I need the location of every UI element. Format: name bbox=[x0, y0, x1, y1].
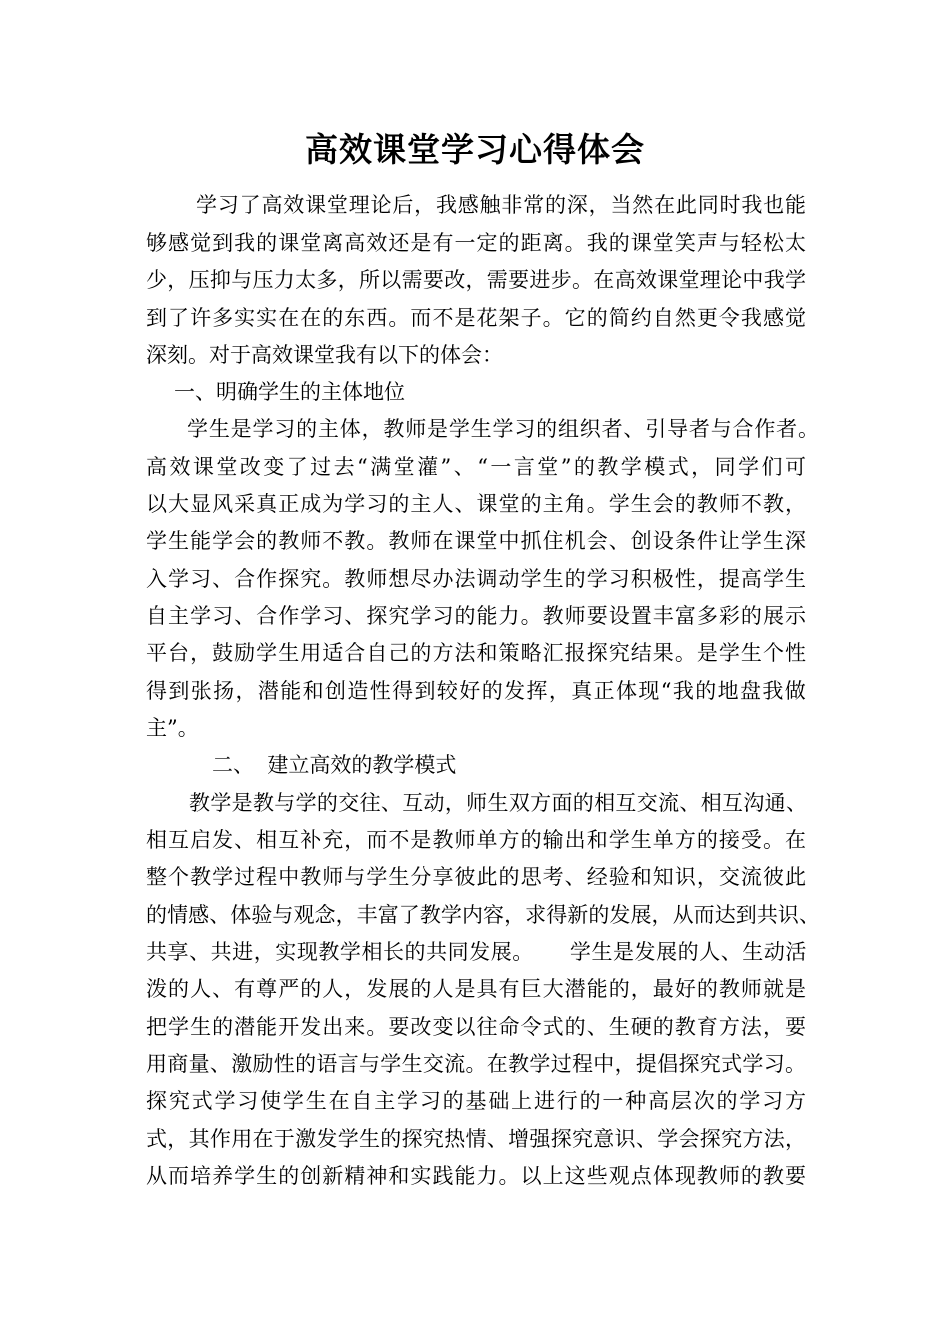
paragraph-line: 深刻。对于高效课堂我有以下的体会： bbox=[146, 343, 503, 367]
paragraph-line: 的情感、体验与观念，丰富了教学内容，求得新的发展，从而达到共识、 bbox=[146, 903, 821, 927]
paragraph-line: 教学是教与学的交往、互动，师生双方面的相互交流、相互沟通、 bbox=[189, 791, 808, 815]
document-title: 高效课堂学习心得体会 bbox=[305, 130, 645, 169]
paragraph-line: 式，其作用在于激发学生的探究热情、增强探究意识、学会探究方法， bbox=[146, 1127, 807, 1151]
paragraph-line: 以大显风采真正成为学习的主人、课堂的主角。学生会的教师不教， bbox=[146, 492, 808, 516]
paragraph-line: 学生是学习的主体，教师是学生学习的组织者、引导者与合作者。 bbox=[187, 417, 820, 441]
paragraph-line: 学习了高效课堂理论后，我感触非常的深，当然在此同时我也能 bbox=[196, 193, 807, 217]
paragraph-line: 少，压抑与压力太多，所以需要改，需要进步。在高效课堂理论中我学 bbox=[146, 268, 807, 292]
paragraph-line: 自主学习、合作学习、探究学习的能力。教师要设置丰富多彩的展示 bbox=[146, 604, 808, 628]
paragraph-line: 从而培养学生的创新精神和实践能力。以上这些观点体现教师的教要 bbox=[146, 1164, 808, 1188]
paragraph-line: 学生能学会的教师不教。教师在课堂中抓住机会、创设条件让学生深 bbox=[146, 529, 808, 553]
paragraph-line: 探究式学习使学生在自主学习的基础上进行的一种高层次的学习方 bbox=[146, 1089, 808, 1113]
paragraph-line: 泼的人、有尊严的人，发展的人是具有巨大潜能的，最好的教师就是 bbox=[146, 977, 808, 1001]
paragraph-line: 入学习、合作探究。教师想尽办法调动学生的学习积极性，提高学生 bbox=[146, 567, 808, 591]
paragraph-line: 把学生的潜能开发出来。要改变以往命令式的、生硬的教育方法，要 bbox=[146, 1015, 808, 1039]
paragraph-line: 共享、共进，实现教学相长的共同发展。 学生是发展的人、生动活 bbox=[146, 940, 807, 964]
section-heading: 一、明确学生的主体地位 bbox=[174, 380, 405, 404]
paragraph-line: 够感觉到我的课堂离高效还是有一定的距离。我的课堂笑声与轻松太 bbox=[146, 231, 808, 255]
section-heading: 二、 建立高效的教学模式 bbox=[212, 753, 457, 777]
paragraph-line: 到了许多实实在在的东西。而不是花架子。它的简约自然更令我感觉 bbox=[146, 306, 808, 330]
paragraph-line: 主”。 bbox=[146, 716, 199, 740]
paragraph-line: 得到张扬，潜能和创造性得到较好的发挥，真正体现“我的地盘我做 bbox=[146, 679, 808, 703]
paragraph-line: 用商量、激励性的语言与学生交流。在教学过程中，提倡探究式学习。 bbox=[146, 1052, 807, 1076]
paragraph-line: 整个教学过程中教师与学生分享彼此的思考、经验和知识，交流彼此 bbox=[146, 865, 808, 889]
paragraph-line: 相互启发、相互补充，而不是教师单方的输出和学生单方的接受。在 bbox=[146, 828, 808, 852]
paragraph-line: 高效课堂改变了过去“满堂灌”、“一言堂”的教学模式，同学们可 bbox=[146, 455, 809, 479]
paragraph-line: 平台，鼓励学生用适合自己的方法和策略汇报探究结果。是学生个性 bbox=[146, 641, 808, 665]
